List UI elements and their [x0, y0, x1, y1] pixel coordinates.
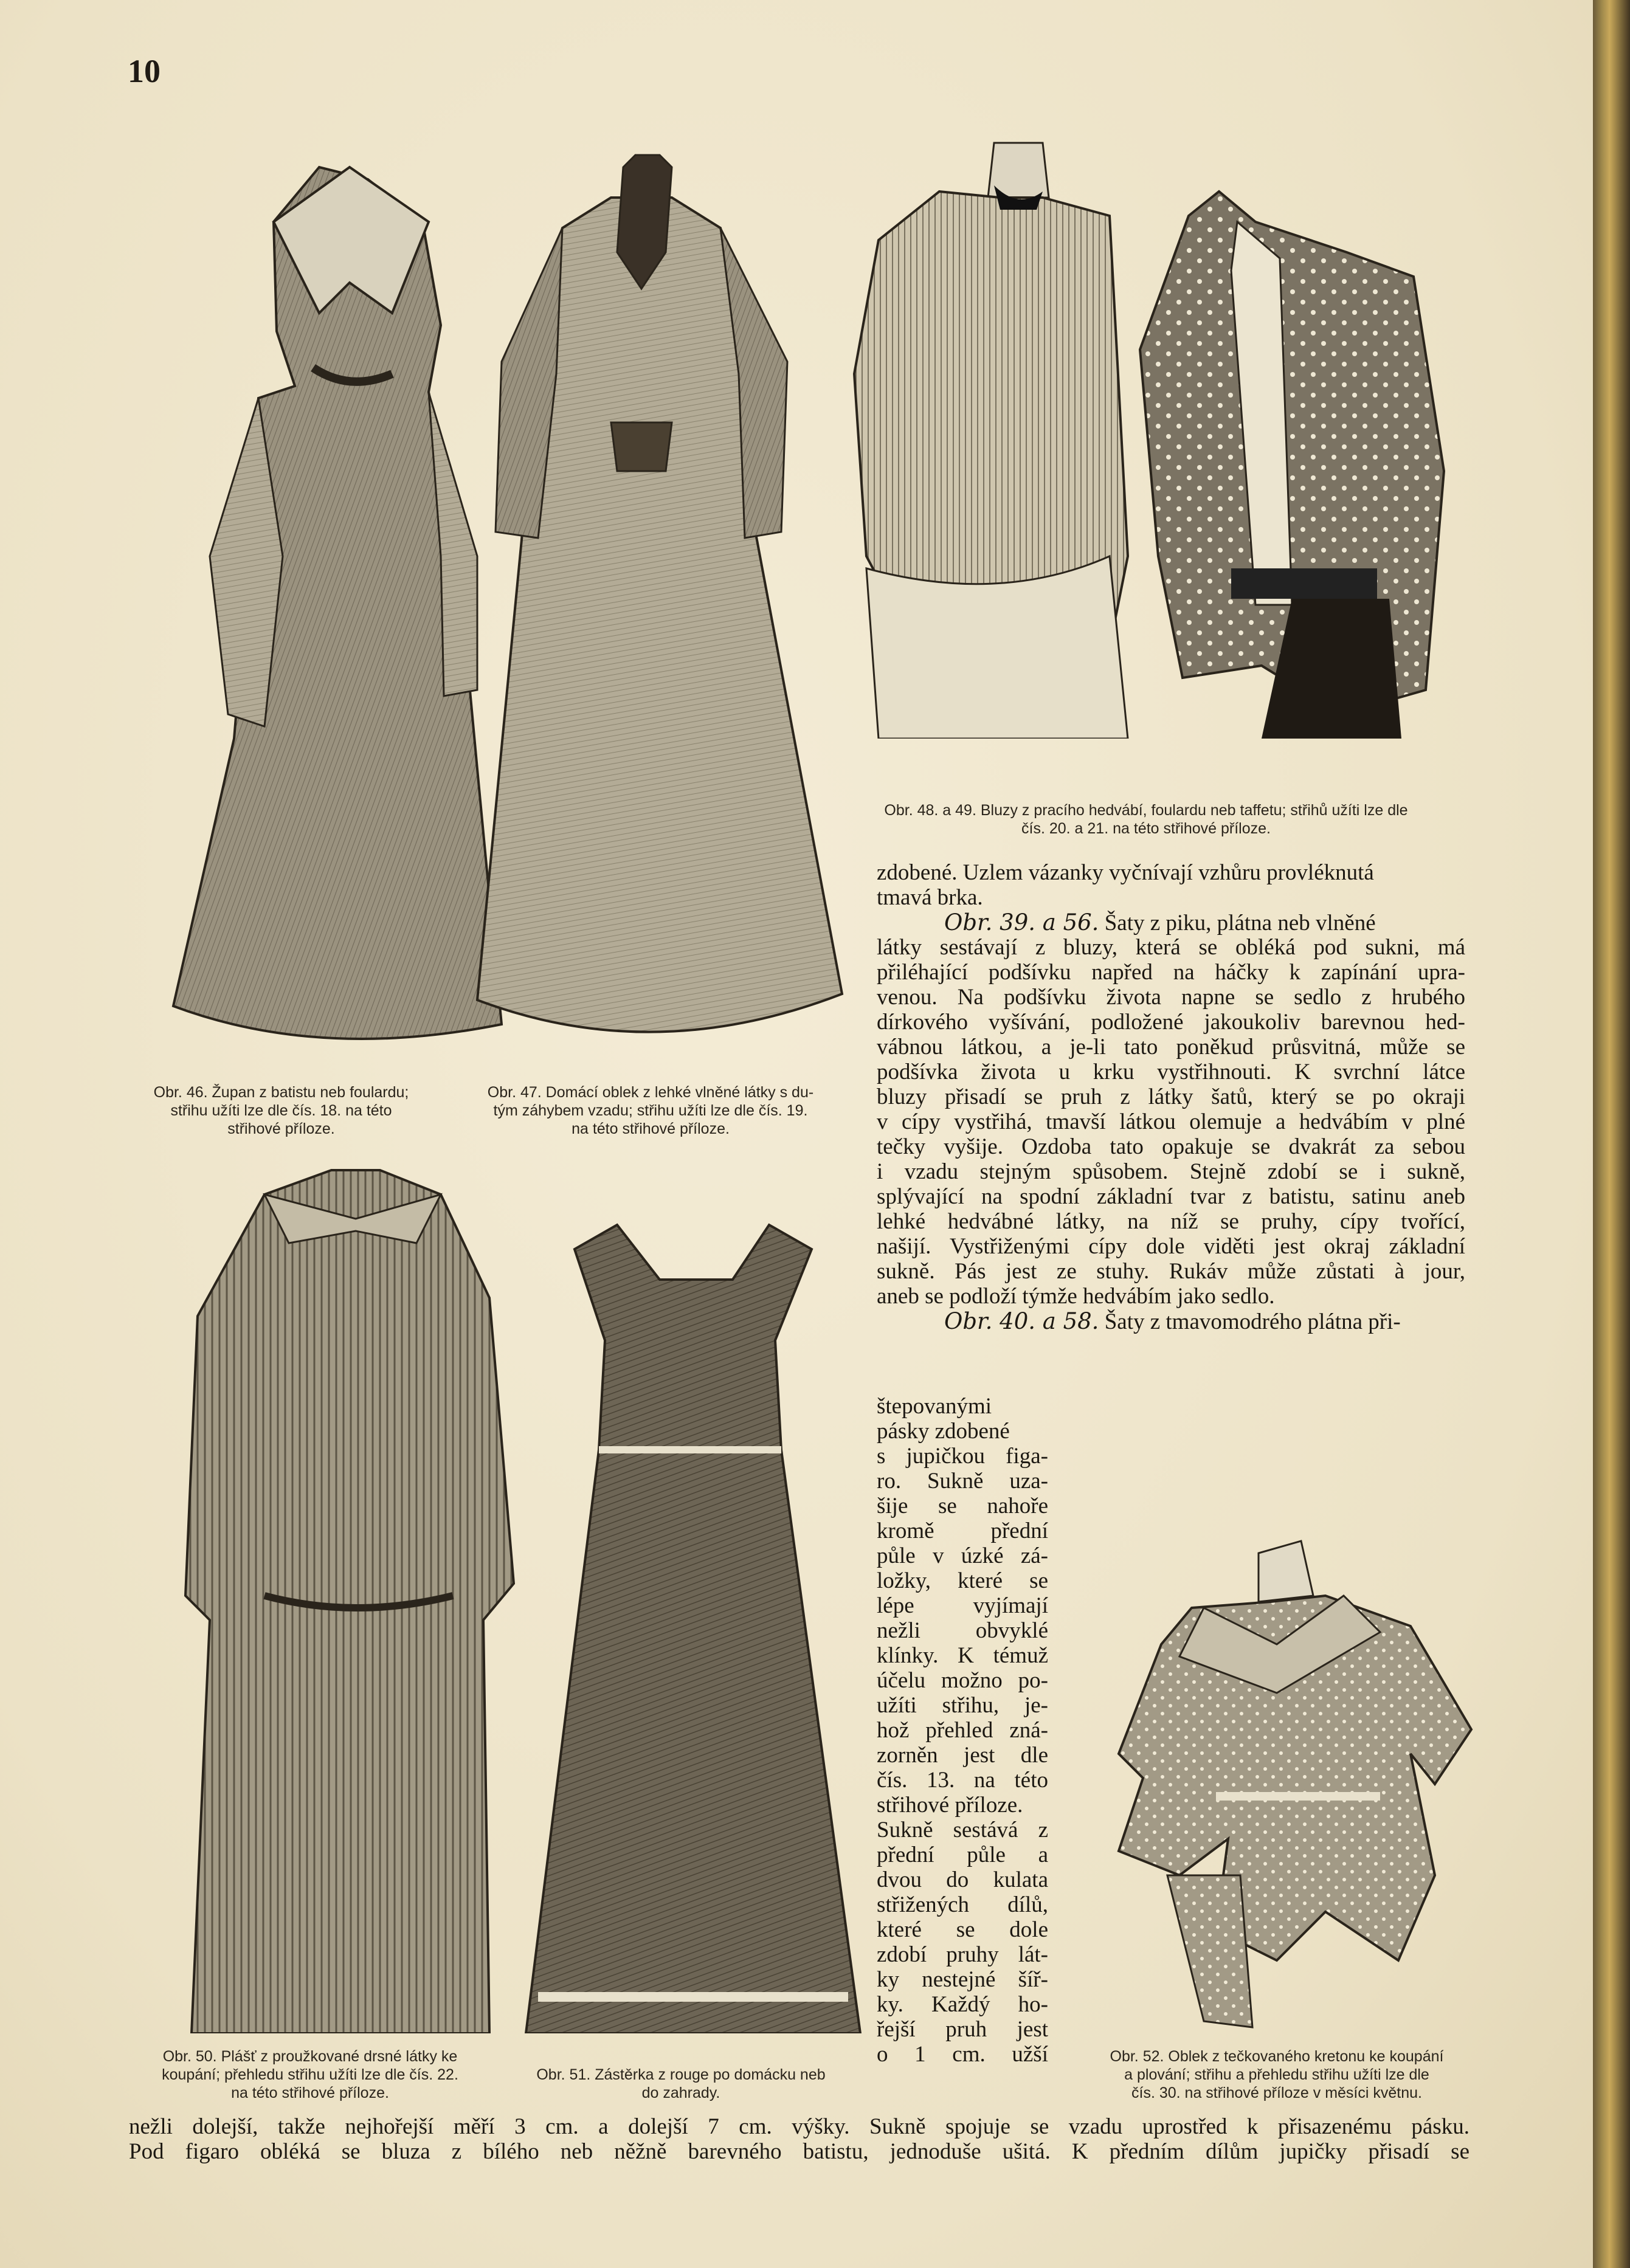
article-line: ložky, které se [877, 1568, 1048, 1593]
caption-line: a plování; střihu a přehledu střihu užíti lze dle [1124, 2066, 1429, 2083]
caption-line: čís. 30. na střihové příloze v měsíci květnu. [1131, 2084, 1422, 2101]
article-line: dírkového vyšívání, podložené jakoukoliv barevnou hed- [877, 1010, 1465, 1035]
article-line: účelu možno po- [877, 1668, 1048, 1693]
caption-line: Obr. 46. Župan z batistu neb foulardu; [153, 1084, 409, 1101]
caption-line: koupání; přehledu střihu užíti lze dle čís. 22. [162, 2066, 458, 2083]
caption-line: Obr. 47. Domácí oblek z lehké vlněné látky s du- [487, 1084, 814, 1101]
article-line: střihové příloze. [877, 1793, 1023, 1818]
article-line: Sukně sestává z [877, 1818, 1048, 1842]
article-line: o 1 cm. užší [877, 2042, 1048, 2067]
article-line: střižených dílů, [877, 1892, 1048, 1917]
caption-fig-47 [450, 1083, 851, 1138]
article-line: dvou do kulata [877, 1867, 1048, 1892]
page-binding-edge [1593, 0, 1630, 2268]
caption-line: do zahrady. [641, 2084, 720, 2101]
article-line: aneb se podloží týmže hedvábím jako sedlo. [877, 1284, 1275, 1309]
illustration-dresses-46-47 [137, 131, 866, 1076]
article-line: s jupičkou figa- [877, 1444, 1048, 1469]
article-line: užíti střihu, je- [877, 1693, 1048, 1718]
article-line: našijí. Vystřiženými cípy dole viděti jest okraj základní [877, 1234, 1465, 1259]
page-number: 10 [128, 53, 161, 89]
article-paragraph-start [877, 1309, 1465, 1334]
illustration-blouses-48-49 [842, 131, 1474, 739]
caption-line: Obr. 48. a 49. Bluzy z pracího hedvábí, foulardu neb taffetu; střihů užíti lze dle [884, 802, 1408, 819]
article-line: v cípy vystřihá, tmavší látkou olemuje a hedvábím v plné [877, 1109, 1465, 1134]
article-line: nežli obvyklé [877, 1618, 1048, 1643]
caption-line: střihové příloze. [227, 1120, 335, 1137]
article-line: ky nestejné šíř- [877, 1967, 1048, 1992]
article-line: pásky zdobené [877, 1419, 1010, 1444]
article-narrow-column [877, 1394, 1048, 2067]
article-line: tmavá brka. [877, 885, 983, 910]
caption-line: střihu užíti lze dle čís. 18. na této [170, 1102, 392, 1119]
article-line: podšívka života u krku vystřihnouti. K svrchní látce [877, 1060, 1465, 1084]
article-line: sukně. Pás jest ze stuhy. Rukáv může zůstati à jour, [877, 1259, 1465, 1284]
article-line: venou. Na podšívku života napne se sedlo z hrubého [877, 985, 1465, 1010]
article-line: bluzy přisadí se pruh z látky šatů, který se po okraji [877, 1084, 1465, 1109]
article-line: lehké hedvábné látky, na níž se pruhy, cípy tvořící, [877, 1209, 1465, 1234]
illustration-coat-apron-50-51 [173, 1158, 866, 2033]
caption-line: Obr. 51. Zástěrka z rouge po domácku neb [536, 2066, 826, 2083]
caption-fig-50 [128, 2047, 492, 2102]
article-line: nežli dolejší, takže nejhořejší měří 3 cm. a dolejší 7 cm. výšky. Sukně spojuje se vzadu uprostřed k přisazenému pásku. [129, 2114, 1469, 2139]
article-paragraph-start [877, 910, 1465, 935]
coat-apron-drawing [173, 1158, 866, 2033]
article-column [877, 860, 1465, 1334]
article-line: přední půle a [877, 1842, 1048, 1867]
article-line: tečky vyšije. Ozdoba tato opakuje se dvakrát za sebou [877, 1134, 1465, 1159]
article-line: zdobené. Uzlem vázanky vyčnívají vzhůru provléknutá [877, 860, 1374, 885]
caption-line: čís. 20. a 21. na této střihové příloze. [1021, 820, 1271, 837]
article-line: které se dole [877, 1917, 1048, 1942]
caption-line: tým záhybem vzadu; střihu užíti lze dle čís. 19. [493, 1102, 808, 1119]
caption-line: na této střihové příloze. [572, 1120, 730, 1137]
article-line-text: Šaty z tmavomodrého plátna při- [1099, 1309, 1401, 1334]
caption-fig-48-49 [809, 801, 1483, 838]
article-line: řejší pruh jest [877, 2017, 1048, 2042]
article-line: kromě přední [877, 1518, 1048, 1543]
article-line: ky. Každý ho- [877, 1992, 1048, 2017]
article-line: Pod figaro obléká se bluza z bílého neb něžně barevného batistu, jednoduše ušitá. K předním dílům jupičky přisadí se [129, 2139, 1469, 2164]
caption-fig-52 [1067, 2047, 1487, 2102]
article-line: hož přehled zná- [877, 1718, 1048, 1743]
caption-line: na této střihové příloze. [231, 2084, 389, 2101]
dresses-drawing [137, 131, 866, 1076]
article-line: látky sestávají z bluzy, která se obléká pod sukni, má [877, 935, 1465, 960]
article-line: zdobí pruhy lát- [877, 1942, 1048, 1967]
figure-reference: Obr. 40. a 58. [944, 1309, 1099, 1334]
article-line: splývající na spodní základní tvar z batistu, satinu aneb [877, 1184, 1465, 1209]
article-line-text: Šaty z piku, plátna neb vlněné [1099, 911, 1376, 935]
article-line: přiléhající podšívku napřed na háčky k zapínání upra- [877, 960, 1465, 985]
caption-fig-46 [128, 1083, 435, 1138]
figure-reference: Obr. 39. a 56. [944, 910, 1099, 935]
article-line: vábnou látkou, a je-li tato poněkud průsvitná, může se [877, 1035, 1465, 1060]
article-line: půle v úzké zá- [877, 1543, 1048, 1568]
article-line: lépe vyjímají [877, 1593, 1048, 1618]
blouses-drawing [842, 131, 1474, 739]
caption-line: Obr. 52. Oblek z tečkovaného kretonu ke koupání [1110, 2048, 1444, 2065]
article-line: klínky. K témuž [877, 1643, 1048, 1668]
bathing-suit-drawing [1094, 1535, 1490, 2033]
article-line: zorněn jest dle [877, 1743, 1048, 1768]
article-line: šije se nahoře [877, 1494, 1048, 1518]
caption-fig-51 [511, 2066, 851, 2102]
article-line: štepovanými [877, 1394, 992, 1419]
article-line: ro. Sukně uza- [877, 1469, 1048, 1494]
article-bottom-lines [129, 2114, 1469, 2164]
article-line: i vzadu stejným spůsobem. Stejně zdobí se i sukně, [877, 1159, 1465, 1184]
illustration-bathing-suit-52 [1094, 1535, 1490, 2033]
article-line: čís. 13. na této [877, 1768, 1048, 1793]
caption-line: Obr. 50. Plášť z proužkované drsné látky ke [162, 2048, 458, 2065]
